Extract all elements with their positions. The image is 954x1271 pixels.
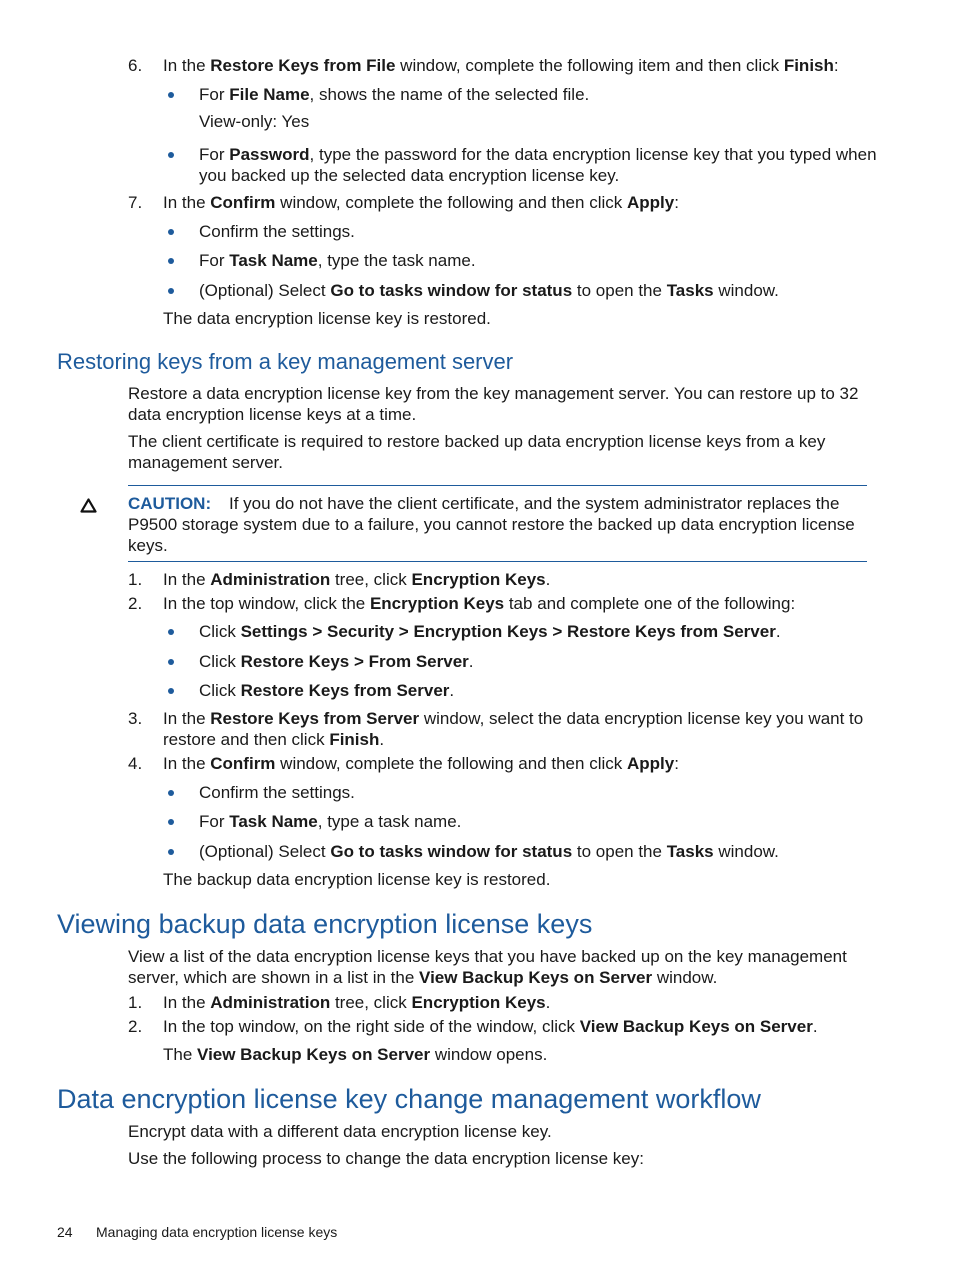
ui-term: Restore Keys > From Server	[240, 652, 469, 671]
bullet-dot-icon	[168, 790, 174, 796]
step-text: In the Restore Keys from File window, complete the following item and then click Finish:	[163, 56, 839, 75]
caution-text: P9500 storage system due to a failure, you cannot restore the backed up data encryption license	[128, 515, 855, 534]
ui-term: Finish	[329, 730, 380, 749]
ui-term: Restore Keys from Server	[240, 681, 450, 700]
step-text: In the Administration tree, click Encryption Keys.	[163, 993, 551, 1012]
bullet-text: For Task Name, type the task name.	[199, 251, 476, 270]
step-text: In the Restore Keys from Server window, select the data encryption license key you want to	[163, 709, 864, 728]
step-text: In the top window, click the Encryption Keys tab and complete one of the following:	[163, 594, 796, 613]
ui-term: Encryption Keys	[411, 993, 546, 1012]
step-text: restore and then click Finish.	[163, 730, 385, 749]
step-text: In the Confirm window, complete the following and then click Apply:	[163, 193, 679, 212]
ui-term: Encryption Keys	[369, 594, 505, 613]
paragraph-line: server, which are shown in a list in the View Backup Keys on Server window.	[128, 968, 718, 987]
bullet-dot-icon	[168, 688, 174, 694]
bullet-text: (Optional) Select Go to tasks window for status to open the Tasks window.	[199, 842, 779, 861]
caution-triangle-icon	[80, 498, 97, 513]
paragraph: Encrypt data with a different data encryption license key.	[128, 1122, 552, 1141]
ui-term: Settings > Security > Encryption Keys > Restore Keys from Server	[240, 622, 776, 641]
ui-term: Administration	[210, 993, 331, 1012]
step-number: 1.	[128, 993, 143, 1012]
ui-term: View Backup Keys on Server	[579, 1017, 813, 1036]
bullet-text: For Password, type the password for the data encryption license key that you typed when	[199, 145, 877, 164]
bullet-text: Click Restore Keys from Server.	[199, 681, 455, 700]
paragraph: Use the following process to change the data encryption license key:	[128, 1149, 644, 1168]
paragraph-line: management server.	[128, 453, 283, 472]
ui-term: Administration	[210, 570, 331, 589]
bullet-text: For Task Name, type a task name.	[199, 812, 462, 831]
paragraph-line: The client certificate is required to restore backed up data encryption license keys from a key	[128, 432, 826, 451]
caution-text: If you do not have the client certificate, and the system administrator replaces the	[229, 494, 840, 513]
ui-term: Tasks	[666, 281, 714, 300]
bullet-text: Click Settings > Security > Encryption Keys > Restore Keys from Server.	[199, 622, 781, 641]
page-number: 24	[57, 1224, 73, 1240]
ui-term: Finish	[783, 56, 834, 75]
bullet-text: Confirm the settings.	[199, 783, 355, 802]
ui-term: Password	[229, 145, 310, 164]
ui-term: Confirm	[210, 754, 276, 773]
step-text: In the top window, on the right side of the window, click View Backup Keys on Server.	[163, 1017, 818, 1036]
section-heading: Restoring keys from a key management server	[57, 349, 514, 374]
step-text: In the Administration tree, click Encryption Keys.	[163, 570, 551, 589]
ui-term: Apply	[626, 754, 675, 773]
caution-text: keys.	[128, 536, 168, 555]
ui-term: View Backup Keys on Server	[419, 968, 653, 987]
bullet-dot-icon	[168, 849, 174, 855]
ui-term: Tasks	[666, 842, 714, 861]
bullet-text: you backed up the selected data encryption license key.	[199, 166, 620, 185]
bullet-dot-icon	[168, 659, 174, 665]
ui-term: Confirm	[210, 193, 276, 212]
ui-term: File Name	[229, 85, 310, 104]
step-number: 2.	[128, 1017, 143, 1036]
step-number: 4.	[128, 754, 143, 773]
result-text: The data encryption license key is restored.	[163, 309, 491, 328]
ui-term: Task Name	[229, 812, 318, 831]
bullet-dot-icon	[168, 229, 174, 235]
bullet-dot-icon	[168, 258, 174, 264]
paragraph-line: View a list of the data encryption license keys that you have backed up on the key management	[128, 947, 847, 966]
bullet-text: For File Name, shows the name of the selected file.	[199, 85, 590, 104]
bullet-dot-icon	[168, 288, 174, 294]
bullet-text: (Optional) Select Go to tasks window for status to open the Tasks window.	[199, 281, 779, 300]
bullet-text: Confirm the settings.	[199, 222, 355, 241]
ui-term: Go to tasks window for status	[330, 281, 573, 300]
caution-top-rule	[128, 485, 867, 486]
bullet-dot-icon	[168, 152, 174, 158]
bullet-text: Click Restore Keys > From Server.	[199, 652, 474, 671]
step-number: 1.	[128, 570, 143, 589]
ui-term: Restore Keys from Server	[210, 709, 420, 728]
ui-term: Go to tasks window for status	[330, 842, 573, 861]
ui-term: View Backup Keys on Server	[197, 1045, 431, 1064]
step-number: 3.	[128, 709, 143, 728]
bullet-dot-icon	[168, 92, 174, 98]
step-number: 6.	[128, 56, 143, 75]
result-text: The backup data encryption license key is restored.	[163, 870, 551, 889]
bullet-dot-icon	[168, 629, 174, 635]
step-number: 7.	[128, 193, 143, 212]
caution-bottom-rule	[128, 561, 867, 562]
step-number: 2.	[128, 594, 143, 613]
paragraph-line: data encryption license keys at a time.	[128, 405, 417, 424]
ui-term: Encryption Keys	[411, 570, 546, 589]
footer-title: Managing data encryption license keys	[96, 1224, 338, 1240]
note-text: View-only: Yes	[199, 112, 310, 131]
section-heading: Viewing backup data encryption license keys	[57, 909, 593, 939]
step-text: In the Confirm window, complete the following and then click Apply:	[163, 754, 679, 773]
ui-term: Task Name	[229, 251, 318, 270]
result-text: The View Backup Keys on Server window opens.	[163, 1045, 548, 1064]
bullet-dot-icon	[168, 819, 174, 825]
ui-term: Restore Keys from File	[210, 56, 396, 75]
section-heading: Data encryption license key change management workflow	[57, 1084, 761, 1114]
paragraph-line: Restore a data encryption license key from the key management server. You can restore up to 32	[128, 384, 859, 403]
ui-term: Apply	[626, 193, 675, 212]
caution-label: CAUTION:	[128, 494, 212, 513]
